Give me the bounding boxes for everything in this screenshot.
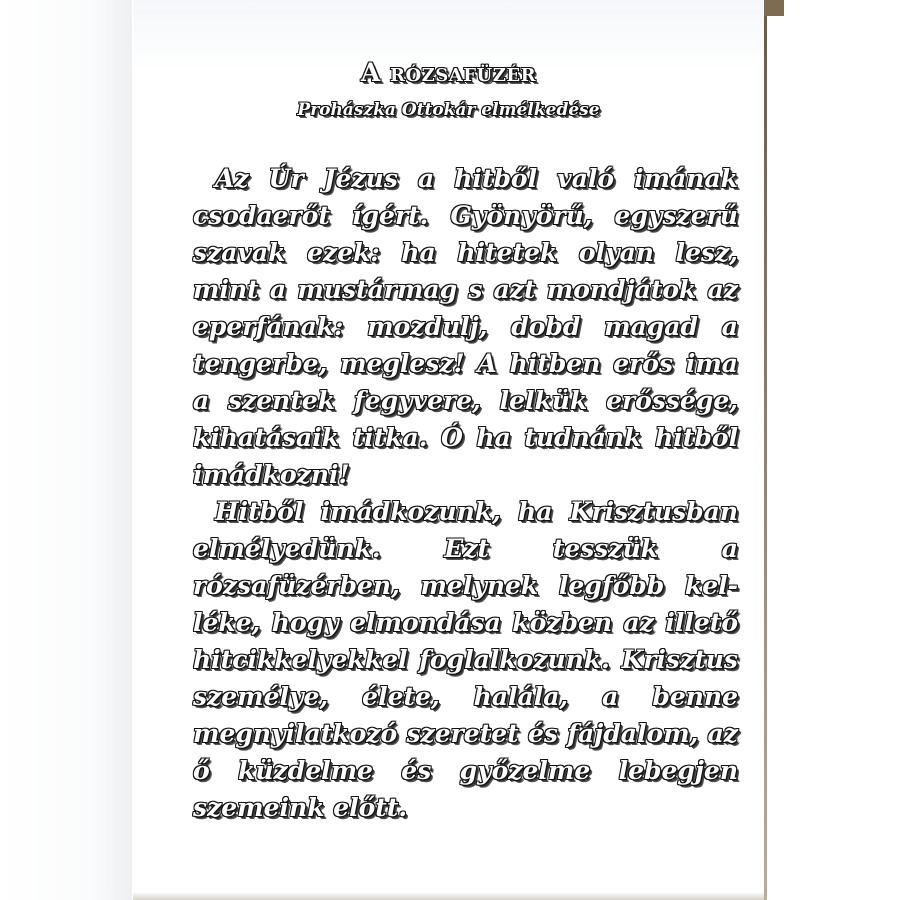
photo-background-left (0, 0, 132, 900)
body-text (193, 160, 738, 826)
book-cover-edge (764, 0, 767, 900)
book-page (133, 0, 764, 900)
paragraph-2: Hitből imádkozunk, ha Krisztusban elmélyedünk. Ezt tesszük a rózsafüzérben, melynek legfőbb kelléke, hogy elmondása közben az illető hitcikkelyekkel foglalkozunk. Krisztus személye, élete, halála, a benne megnyilatkozó szeretet és fájdalom, az ő küzdelme és győzelme lebegjen szemeink előtt. (193, 497, 738, 822)
page-subtitle: Prohászka Ottokár elmélkedése (297, 100, 600, 120)
paragraph-1: Az Úr Jézus a hitből való imának csodaerőt ígért. Gyönyörű, egyszerű szavak ezek: ha hitetek olyan lesz, mint a mustármag s azt mondjátok az eperfának: mozdulj, dobd magad a tengerbe, meglesz! A hitben erős ima a szentek fegyvere, lelkük erőssége, kihatásaik titka. Ó ha tudnánk hitből imádkozni! (193, 164, 738, 489)
page-title: A rózsafüzér (360, 58, 537, 87)
photo-background-right (764, 0, 900, 900)
page-bottom-edge (133, 892, 764, 900)
book-cover-corner (764, 0, 784, 16)
